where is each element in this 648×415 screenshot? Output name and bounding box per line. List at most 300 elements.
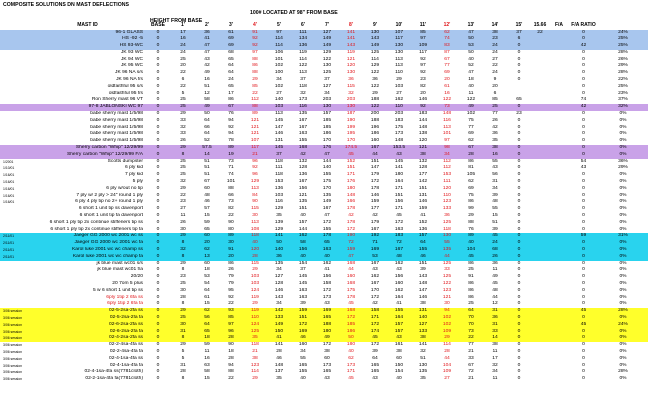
cell-value: 130 bbox=[418, 362, 428, 368]
cell-value: 109 bbox=[418, 43, 428, 49]
cell-value: 0 bbox=[156, 145, 160, 151]
cell-value: 0 bbox=[156, 328, 160, 334]
cell-value: 0 bbox=[582, 179, 585, 185]
cell-value: 157 bbox=[418, 233, 428, 239]
cell-value: 64 bbox=[204, 287, 210, 293]
cell-value bbox=[531, 179, 549, 186]
cell-value: 24% bbox=[618, 321, 628, 327]
cell-value: 128 bbox=[298, 165, 308, 171]
cell-value: 0% bbox=[619, 117, 627, 123]
cell-value bbox=[531, 281, 549, 288]
cell-value: 104 bbox=[466, 247, 476, 252]
cell-value: 24 bbox=[228, 77, 234, 83]
row-date bbox=[0, 295, 30, 302]
cell-value: 0 bbox=[517, 247, 521, 252]
cell-value: 29 bbox=[468, 213, 474, 219]
cell-value bbox=[549, 356, 569, 363]
cell-value: 27 bbox=[396, 90, 402, 96]
mast-id: 6 short 1 ply tip 2x continue stiffeners tip ss bbox=[49, 219, 143, 225]
cell-value: 152 bbox=[418, 219, 428, 225]
cell-value: 38 bbox=[252, 355, 258, 361]
cell-value: 0 bbox=[517, 172, 521, 178]
mast-id: Scotts dumpster bbox=[107, 158, 143, 164]
cell-value: 0 bbox=[156, 362, 160, 368]
cell-value: 0 bbox=[156, 308, 160, 314]
cell-value bbox=[531, 84, 549, 91]
cell-value bbox=[549, 240, 569, 247]
row-date: 2/11/01 bbox=[3, 234, 15, 239]
cell-value: 101 bbox=[226, 179, 236, 185]
cell-value: 186 bbox=[322, 131, 332, 137]
cell-value: 0 bbox=[517, 158, 521, 164]
cell-value: 0 bbox=[156, 56, 160, 62]
cell-value: 38 bbox=[396, 348, 402, 354]
cell-value: 165 bbox=[370, 369, 380, 375]
cell-value: 0 bbox=[517, 260, 521, 266]
cell-value: 169 bbox=[370, 247, 380, 252]
row-date bbox=[0, 50, 30, 57]
cell-value: 165 bbox=[370, 362, 380, 368]
table-row bbox=[0, 227, 648, 234]
cell-value: 0 bbox=[156, 260, 160, 266]
mast-id: JK 94 WC bbox=[120, 56, 143, 62]
cell-value: 40 bbox=[324, 253, 330, 259]
cell-value: 143 bbox=[274, 294, 284, 300]
cell-value: 24 bbox=[180, 43, 186, 49]
cell-value: 157 bbox=[322, 111, 332, 117]
cell-value: 64 bbox=[228, 63, 234, 69]
cell-value: 172 bbox=[298, 321, 308, 327]
cell-value: 114 bbox=[275, 36, 283, 42]
cell-value: 88 bbox=[468, 219, 474, 225]
cell-value: 0 bbox=[156, 206, 160, 212]
cell-value: 155 bbox=[394, 308, 404, 314]
cell-value: 116 bbox=[275, 199, 283, 205]
cell-value: 11 bbox=[492, 348, 498, 354]
cell-value bbox=[531, 329, 549, 336]
cell-value: 24 bbox=[492, 70, 498, 76]
cell-value: 169 bbox=[322, 308, 332, 314]
cell-value: 158 bbox=[322, 280, 332, 286]
cell-value: 170 bbox=[346, 138, 356, 144]
cell-value: 45 bbox=[396, 213, 402, 219]
cell-value: 25 bbox=[468, 267, 474, 273]
cell-value bbox=[549, 227, 569, 234]
cell-value: 104 bbox=[442, 362, 452, 368]
cell-value: 119 bbox=[347, 49, 355, 55]
table-row bbox=[0, 376, 648, 383]
cell-value: 156 bbox=[298, 247, 308, 252]
table-row bbox=[0, 315, 648, 322]
cell-value: 37 bbox=[300, 77, 306, 83]
table-row bbox=[0, 322, 648, 329]
cell-value: 0 bbox=[517, 219, 521, 225]
cell-value: 22 bbox=[180, 70, 186, 76]
cell-value: 172 bbox=[322, 287, 332, 293]
cell-value: 43 bbox=[492, 165, 498, 171]
cell-value: 153.5 bbox=[392, 145, 406, 151]
row-date bbox=[0, 77, 30, 84]
cell-value: 0 bbox=[156, 301, 160, 307]
cell-value: 92 bbox=[252, 165, 258, 171]
mast-id: Karol luke 2001 wc wc champ fa bbox=[72, 253, 143, 259]
cell-value: 174 bbox=[370, 328, 380, 334]
cell-value: 11 bbox=[492, 376, 498, 382]
cell-value: 6 bbox=[517, 36, 521, 42]
cell-value: 25 bbox=[180, 97, 186, 103]
cell-value: 29 bbox=[444, 335, 450, 341]
cell-value: 88 bbox=[252, 56, 258, 62]
cell-value: 122 bbox=[370, 70, 380, 76]
cell-value: 114 bbox=[275, 43, 283, 49]
cell-value: 30 bbox=[180, 226, 186, 232]
cell-value: 24 bbox=[492, 240, 498, 246]
mast-id: 6 short 1 unit tip ss davenport bbox=[78, 206, 143, 212]
cell-value: 0 bbox=[517, 192, 521, 198]
cell-value: 203 bbox=[322, 97, 332, 103]
cell-value: 0 bbox=[517, 104, 521, 110]
cell-value: 203 bbox=[394, 111, 404, 117]
cell-value: 31 bbox=[180, 362, 186, 368]
cell-value: 168 bbox=[346, 308, 356, 314]
cell-value: 145 bbox=[274, 117, 284, 123]
cell-value: 25 bbox=[180, 56, 186, 62]
cell-value: 127 bbox=[322, 83, 332, 89]
cell-value: 60 bbox=[324, 355, 330, 361]
cell-value: 45 bbox=[348, 151, 354, 157]
mast-id: JK 93 WC bbox=[120, 49, 143, 55]
cell-value: 130 bbox=[442, 233, 452, 239]
row-date: 3/06 session bbox=[3, 343, 23, 348]
cell-value: 105 bbox=[466, 172, 476, 178]
mast-id: HS -92 -5 bbox=[122, 36, 143, 42]
cell-value: 160 bbox=[394, 280, 404, 286]
cell-value: 102 bbox=[442, 314, 452, 320]
cell-value: 0 bbox=[156, 185, 160, 191]
cell-value: 0% bbox=[619, 328, 627, 334]
cell-value: 42 bbox=[348, 213, 354, 219]
cell-value: 0 bbox=[582, 56, 585, 62]
cell-value: 133 bbox=[274, 314, 284, 320]
cell-value: 34 bbox=[324, 90, 330, 96]
cell-value: 72 bbox=[468, 369, 474, 375]
cell-value bbox=[531, 50, 549, 57]
cell-value: 0 bbox=[156, 138, 160, 144]
cell-value bbox=[549, 84, 569, 91]
cell-value: 0 bbox=[156, 321, 160, 327]
cell-value: 129 bbox=[274, 206, 284, 212]
cell-value: 43 bbox=[396, 335, 402, 341]
cell-value: 56 bbox=[204, 314, 210, 320]
cell-value: 29 bbox=[180, 342, 186, 348]
cell-value bbox=[531, 172, 549, 179]
cell-value: 47 bbox=[324, 151, 330, 157]
cell-value: 88 bbox=[228, 185, 234, 191]
cell-value: 0 bbox=[582, 376, 585, 382]
cell-value bbox=[531, 36, 549, 43]
cell-value: 0 bbox=[156, 294, 160, 300]
cell-value: 17 bbox=[228, 90, 234, 96]
cell-value: 51 bbox=[420, 355, 426, 361]
cell-value: 36 bbox=[492, 131, 498, 137]
cell-value: 92 bbox=[420, 56, 426, 62]
mast-id: oldfaithful 95 s/s bbox=[107, 83, 143, 89]
cell-value bbox=[549, 349, 569, 356]
cell-value: 159 bbox=[418, 206, 428, 212]
cell-value: 162 bbox=[298, 233, 308, 239]
cell-value: 128 bbox=[274, 280, 284, 286]
cell-value: 40 bbox=[348, 348, 354, 354]
cell-value: 74 bbox=[580, 97, 587, 103]
cell-value bbox=[531, 274, 549, 281]
cell-value: 153 bbox=[442, 172, 452, 178]
cell-value: 0% bbox=[619, 206, 627, 212]
cell-value: 44 bbox=[372, 151, 378, 157]
cell-value: 0 bbox=[156, 165, 160, 171]
cell-value: 49 bbox=[204, 70, 210, 76]
cell-value bbox=[549, 193, 569, 200]
cell-value: 0% bbox=[619, 342, 627, 348]
row-date bbox=[0, 104, 30, 111]
cell-value: 143 bbox=[370, 36, 380, 42]
cell-value: 130 bbox=[346, 104, 356, 110]
cell-value: 28 bbox=[444, 348, 450, 354]
cell-value bbox=[549, 179, 569, 186]
cell-value: 144 bbox=[418, 117, 428, 123]
cell-value: 172 bbox=[370, 342, 380, 348]
cell-value: 11 bbox=[492, 267, 498, 273]
cell-value: 70 bbox=[468, 321, 474, 327]
cell-value: 0 bbox=[156, 247, 160, 252]
cell-value: 85 bbox=[420, 29, 426, 35]
cell-value: 146 bbox=[370, 192, 380, 198]
cell-value: 0 bbox=[517, 294, 521, 300]
cell-value: 0 bbox=[582, 172, 585, 178]
cell-value: 171 bbox=[394, 206, 404, 212]
cell-value: 40 bbox=[300, 213, 306, 219]
cell-value: 15 bbox=[204, 301, 210, 307]
table-row bbox=[0, 50, 648, 57]
cell-value: 167 bbox=[322, 206, 332, 212]
cell-value: 0 bbox=[156, 36, 160, 42]
row-date bbox=[0, 213, 30, 220]
cell-value: 115 bbox=[251, 260, 259, 266]
cell-value: 94 bbox=[228, 117, 234, 123]
cell-value bbox=[531, 247, 549, 254]
cell-value bbox=[531, 369, 549, 376]
cell-value: 78 bbox=[228, 138, 234, 144]
cell-value: 148 bbox=[418, 124, 428, 130]
cell-value: 30 bbox=[180, 287, 186, 293]
cell-value: 65 bbox=[204, 328, 210, 334]
cell-value: 88 bbox=[228, 369, 234, 375]
cell-value: 59 bbox=[580, 233, 587, 239]
cell-value: 128 bbox=[418, 165, 428, 171]
cell-value: 26 bbox=[492, 253, 498, 259]
cell-value: 92 bbox=[228, 124, 234, 130]
cell-value: 31 bbox=[180, 328, 186, 334]
cell-value: 65 bbox=[324, 240, 330, 246]
cell-value: 55 bbox=[300, 355, 306, 361]
cell-value: 0% bbox=[619, 376, 627, 382]
cell-value: 171 bbox=[394, 185, 404, 191]
cell-value: 68 bbox=[492, 247, 498, 252]
cell-value: 0 bbox=[582, 49, 585, 55]
cell-value: 97 bbox=[420, 63, 426, 69]
cell-value: 0 bbox=[156, 213, 160, 219]
cell-value: 47 bbox=[468, 29, 474, 35]
cell-value: 36 bbox=[444, 213, 450, 219]
cell-value: 39 bbox=[492, 226, 498, 232]
cell-value: 8 bbox=[181, 301, 185, 307]
cell-value bbox=[549, 254, 569, 261]
cell-value: 27 bbox=[492, 56, 498, 62]
cell-value: 178 bbox=[346, 294, 356, 300]
cell-value: 86 bbox=[228, 260, 234, 266]
mast-id: 02-4-1sa-4fa ss bbox=[109, 355, 143, 361]
cell-value: 0% bbox=[619, 335, 627, 341]
cell-value: 173 bbox=[298, 97, 308, 103]
cell-value: 146 bbox=[418, 97, 428, 103]
cell-value: 149 bbox=[322, 36, 332, 42]
cell-value: 0 bbox=[582, 185, 585, 191]
cell-value: 33 bbox=[444, 267, 450, 273]
cell-value: 17 bbox=[180, 29, 186, 35]
cell-value: 132 bbox=[298, 158, 308, 164]
cell-value: 25 bbox=[180, 104, 186, 110]
cell-value: 0 bbox=[582, 124, 585, 130]
cell-value: 0 bbox=[517, 185, 521, 191]
table-row bbox=[0, 30, 648, 37]
cell-value: 16 bbox=[204, 355, 210, 361]
cell-value: 34 bbox=[492, 369, 498, 375]
cell-value: 119 bbox=[299, 49, 307, 55]
mast-id: oldfaithful 95 f/s bbox=[108, 90, 143, 96]
cell-value: 0 bbox=[582, 192, 585, 198]
table-row bbox=[0, 206, 648, 213]
cell-value: 80 bbox=[228, 226, 234, 232]
table-row bbox=[0, 104, 648, 111]
cell-value: 60 bbox=[204, 185, 210, 191]
cell-value: 0 bbox=[582, 247, 585, 252]
row-date bbox=[0, 288, 30, 295]
col-header: 15.66 bbox=[533, 22, 547, 29]
cell-value: 11 bbox=[180, 213, 186, 219]
cell-value: 0 bbox=[517, 362, 521, 368]
table-row bbox=[0, 261, 648, 268]
cell-value: 81 bbox=[468, 165, 474, 171]
cell-value: 163 bbox=[298, 287, 308, 293]
cell-value: 0 bbox=[517, 49, 521, 55]
cell-value: 8 bbox=[181, 335, 185, 341]
mast-id: 02-5-2sa-2fa fa bbox=[109, 314, 143, 320]
cell-value: 0 bbox=[517, 342, 521, 348]
cell-value: 67 bbox=[468, 362, 474, 368]
cell-value: 32 bbox=[420, 348, 426, 354]
cell-value: 41 bbox=[276, 335, 282, 341]
cell-value: 39 bbox=[372, 348, 378, 354]
cell-value: 28 bbox=[228, 355, 234, 361]
cell-value: 170 bbox=[322, 138, 332, 144]
cell-value: 0 bbox=[517, 267, 521, 273]
cell-value: 162 bbox=[394, 260, 404, 266]
cell-value: 106 bbox=[274, 49, 284, 55]
cell-value: 145 bbox=[298, 280, 308, 286]
cell-value: 28 bbox=[228, 335, 234, 341]
cell-value: 155 bbox=[322, 226, 332, 232]
cell-value: 34 bbox=[300, 348, 306, 354]
table-row bbox=[0, 247, 648, 254]
cell-value bbox=[549, 335, 569, 342]
cell-value: 29 bbox=[180, 260, 186, 266]
cell-value: 0 bbox=[156, 369, 160, 375]
cell-value: 12 bbox=[204, 90, 210, 96]
table-row bbox=[0, 342, 648, 349]
cell-value: 124 bbox=[250, 321, 260, 327]
cell-value bbox=[531, 315, 549, 322]
cell-value: 141 bbox=[394, 165, 404, 171]
cell-value: 136 bbox=[298, 172, 308, 178]
cell-value bbox=[549, 342, 569, 349]
mast-id: jk blue mast wc01 f/a bbox=[97, 267, 143, 273]
cell-value: 92 bbox=[228, 294, 234, 300]
cell-value: 39 bbox=[492, 192, 498, 198]
cell-value bbox=[549, 247, 569, 254]
cell-value bbox=[531, 165, 549, 172]
cell-value: 92 bbox=[420, 70, 426, 76]
cell-value bbox=[549, 152, 569, 159]
cell-value: 147 bbox=[418, 287, 428, 293]
cell-value bbox=[531, 186, 549, 193]
cell-value: 25 bbox=[180, 172, 186, 178]
cell-value: 122 bbox=[370, 83, 380, 89]
cell-value: 44 bbox=[444, 355, 450, 361]
cell-value: 135 bbox=[442, 247, 452, 252]
cell-value: 16 bbox=[492, 151, 498, 157]
cell-value: 0 bbox=[582, 260, 585, 266]
cell-value: 98 bbox=[444, 145, 450, 151]
cell-value: 20 bbox=[420, 90, 426, 96]
cell-value bbox=[549, 274, 569, 281]
cell-value: 0 bbox=[517, 117, 521, 123]
cell-value: 39 bbox=[300, 301, 306, 307]
cell-value: 122 bbox=[442, 280, 452, 286]
cell-value: 54 bbox=[580, 158, 587, 164]
cell-value: 190 bbox=[346, 233, 356, 239]
cell-value: 13 bbox=[204, 253, 210, 259]
cell-value: 5 bbox=[181, 355, 185, 361]
cell-value: 41 bbox=[420, 213, 426, 219]
cell-value: 14 bbox=[204, 151, 210, 157]
mast-id: 6 short 1 ply tip 2x continue stiffeners tip fa bbox=[50, 226, 143, 232]
cell-value: 88 bbox=[252, 70, 258, 76]
sheet-title: COMPOSITE SOLUTIONS DN MAST DEFLECTIONS bbox=[3, 2, 129, 8]
cell-value: 185 bbox=[322, 117, 332, 123]
cell-value: 0 bbox=[517, 301, 521, 307]
cell-value: 155 bbox=[418, 247, 428, 252]
row-date bbox=[0, 261, 30, 268]
cell-value: 127 bbox=[322, 29, 332, 35]
col-header: 15' bbox=[515, 22, 523, 29]
cell-value: 37 bbox=[300, 267, 306, 273]
cell-value: 141 bbox=[346, 29, 356, 35]
cell-value: 163 bbox=[322, 247, 332, 252]
cell-value bbox=[531, 363, 549, 370]
cell-value: 149 bbox=[370, 43, 380, 49]
cell-value: 0% bbox=[619, 138, 627, 144]
cell-value: 171 bbox=[370, 314, 380, 320]
cell-value: 55 bbox=[444, 240, 450, 246]
